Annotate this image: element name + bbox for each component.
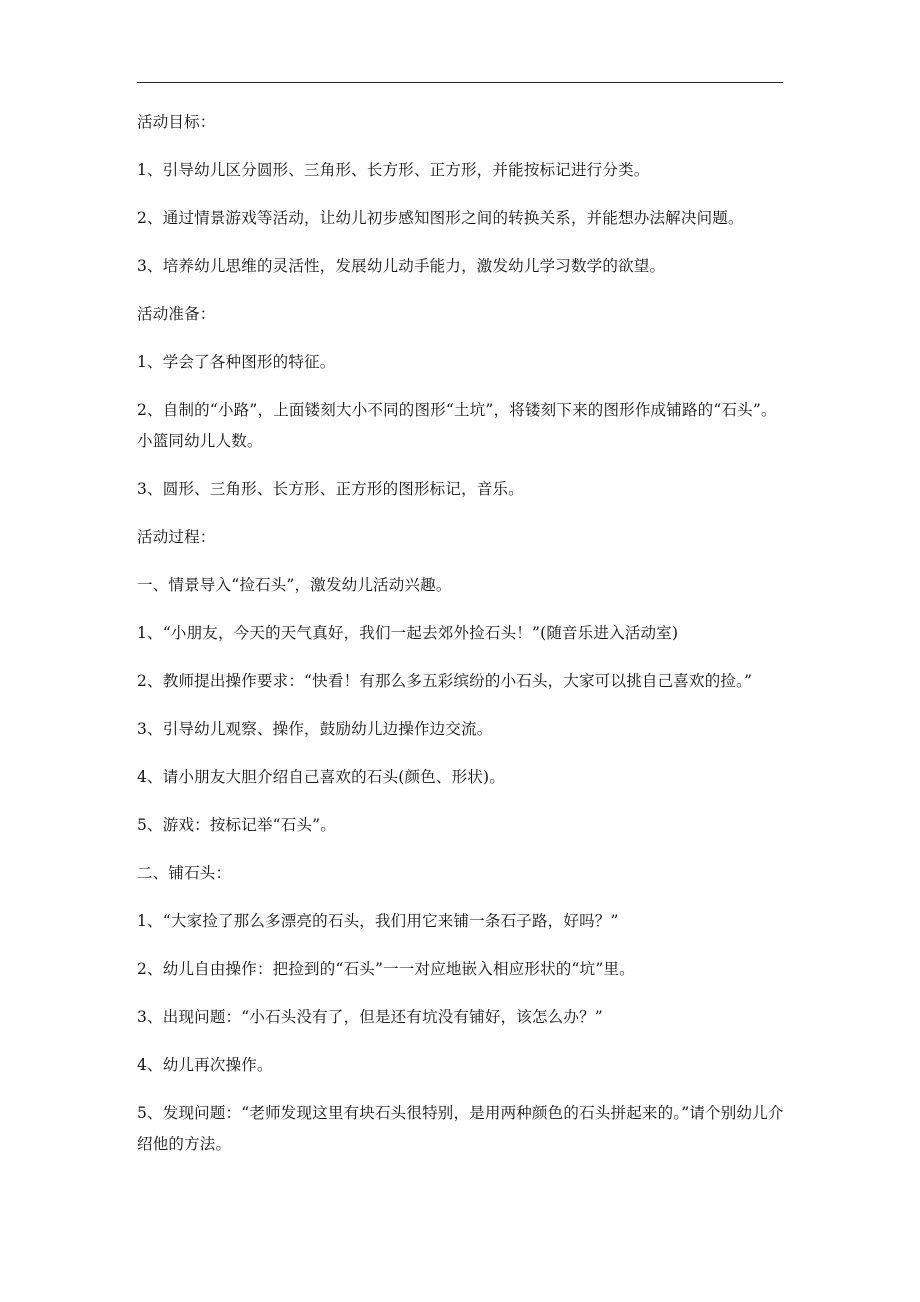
paragraph: 3、培养幼儿思维的灵活性，发展幼儿动手能力，激发幼儿学习数学的欲望。 bbox=[137, 257, 666, 275]
paragraph: 2、通过情景游戏等活动，让幼儿初步感知图形之间的转换关系，并能想办法解决问题。 bbox=[137, 209, 744, 227]
paragraph: 1、学会了各种图形的特征。 bbox=[137, 353, 336, 371]
paragraph: 4、幼儿再次操作。 bbox=[137, 1056, 273, 1074]
paragraph: 2、幼儿自由操作：把捡到的“石头”一一对应地嵌入相应形状的“坑”里。 bbox=[137, 960, 635, 978]
paragraph: 4、请小朋友大胆介绍自己喜欢的石头(颜色、形状)。 bbox=[137, 768, 505, 786]
subsection-heading: 一、情景导入“捡石头”，激发幼儿活动兴趣。 bbox=[137, 576, 452, 594]
paragraph: 3、引导幼儿观察、操作，鼓励幼儿边操作边交流。 bbox=[137, 720, 493, 738]
paragraph: 1、“大家捡了那么多漂亮的石头，我们用它来铺一条石子路，好吗？” bbox=[137, 912, 619, 930]
subsection-heading: 二、铺石头： bbox=[137, 864, 232, 882]
paragraph: 3、出现问题：“小石头没有了，但是还有坑没有铺好，该怎么办？” bbox=[137, 1008, 603, 1026]
section-heading-preparation: 活动准备： bbox=[137, 305, 216, 323]
paragraph: 5、游戏：按标记举“石头”。 bbox=[137, 816, 337, 834]
paragraph: 2、自制的“小路”，上面镂刻大小不同的图形“土坑”，将镂刻下来的图形作成铺路的“石头”。小篮同幼儿人数。 bbox=[137, 401, 777, 450]
paragraph: 1、引导幼儿区分圆形、三角形、长方形、正方形，并能按标记进行分类。 bbox=[137, 161, 650, 179]
section-heading-process: 活动过程： bbox=[137, 528, 216, 546]
section-heading-objectives: 活动目标： bbox=[137, 113, 216, 131]
header-rule bbox=[137, 82, 783, 83]
paragraph: 3、圆形、三角形、长方形、正方形的图形标记，音乐。 bbox=[137, 480, 524, 498]
document-body bbox=[137, 107, 787, 1177]
paragraph: 1、“小朋友，今天的天气真好，我们一起去郊外捡石头！”(随音乐进入活动室) bbox=[137, 624, 679, 642]
paragraph: 5、发现问题：“老师发现这里有块石头很特别，是用两种颜色的石头拼起来的。”请个别幼儿介绍他的方法。 bbox=[137, 1104, 784, 1153]
paragraph: 2、教师提出操作要求：“快看！有那么多五彩缤纷的小石头，大家可以挑自己喜欢的捡。” bbox=[137, 672, 753, 690]
